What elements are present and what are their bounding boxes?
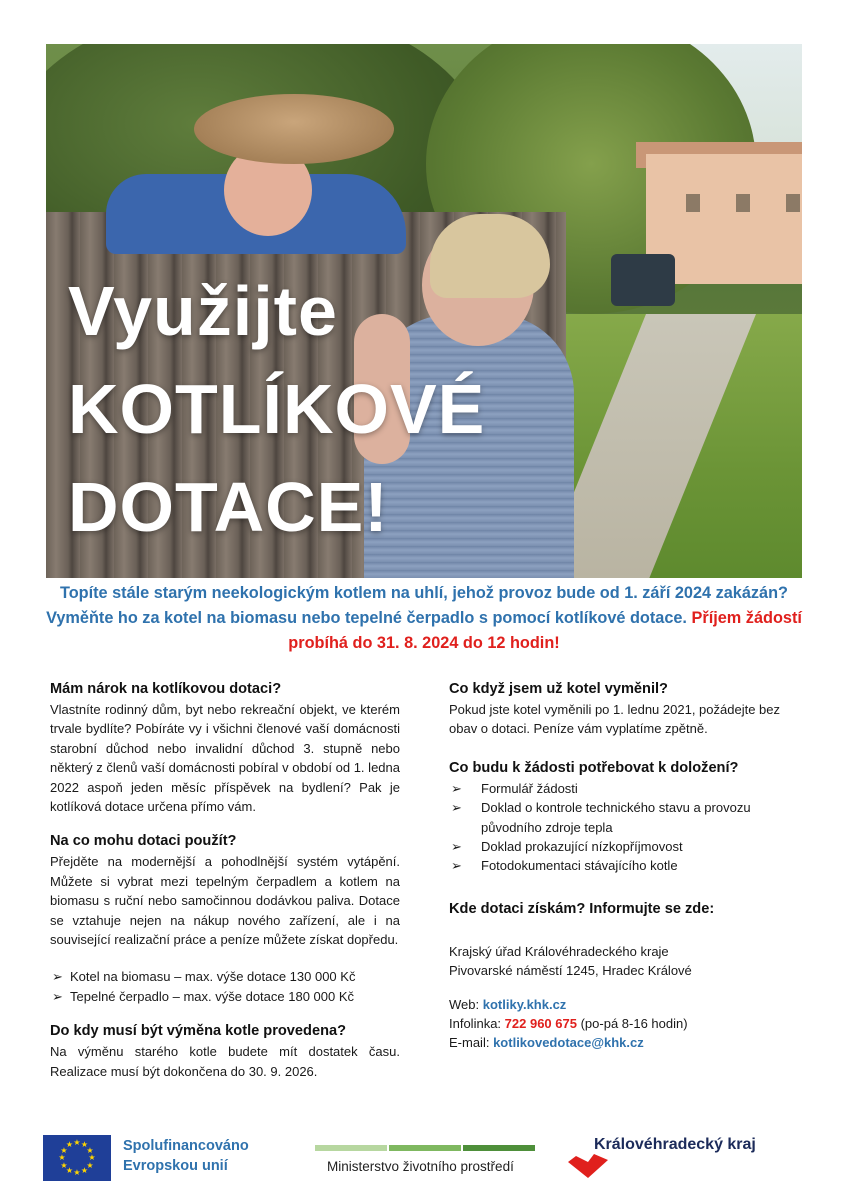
eu-star-icon: ★: [88, 1153, 96, 1162]
list-item-text: Tepelné čerpadlo – max. výše dotace 180 000 Kč: [70, 988, 355, 1004]
list-item: [50, 987, 400, 1006]
eu-star-icon: ★: [80, 1140, 89, 1149]
phone-number[interactable]: 722 960 675: [504, 1016, 577, 1032]
phone-line: [449, 1014, 804, 1033]
eu-text-line: Spolufinancováno: [123, 1138, 249, 1154]
eu-star-icon: ★: [58, 1153, 66, 1162]
list-item-text: Doklad o kontrole technického stavu a provozu původního zdroje tepla: [481, 800, 751, 835]
section-heading: Co budu k žádosti potřebovat k doložení?: [449, 759, 739, 776]
web-link[interactable]: kotliky.khk.cz: [482, 996, 567, 1012]
web-line: [449, 995, 804, 1014]
list-item: [50, 967, 400, 986]
kraj-logo-icon: [568, 1152, 608, 1178]
email-link[interactable]: kotlikovedotace@khk.cz: [493, 1035, 644, 1051]
eu-star-icon: ★: [60, 1160, 68, 1170]
list-item: [449, 779, 804, 798]
photo-house-window: [686, 194, 700, 212]
list-item-text: Formulář žádosti: [481, 780, 578, 796]
phone-hours: (po-pá 8-16 hodin): [580, 1016, 688, 1032]
right-column: [449, 678, 804, 1053]
photo-house-window: [736, 194, 750, 212]
arrowhead-bullet-icon: ➢: [451, 800, 462, 816]
hero-title-line: Využijte: [68, 272, 338, 350]
eu-star-icon: ★: [86, 1145, 94, 1155]
eu-star-icon: ★: [73, 1168, 81, 1177]
region-name: Královéhradecký kraj: [594, 1136, 756, 1153]
section-body: Vlastníte rodinný dům, byt nebo rekreační objekt, ve kterém trvale bydlíte? Pobíráte vy i všichni členové vaší domácnosti starobní důchod nebo invalidní důchod 3. stupně nebo některý z členů vaší domácnosti pobíral v období od 1. ledna 2022 aspoň jeden měsíc příspěvek na bydlení? Pak je kotlíková dotace určena přímo vám.: [50, 702, 400, 815]
section-heading: Kde dotaci získám? Informujte se zde:: [449, 900, 715, 917]
subsidy-limits-list: [50, 967, 400, 1006]
list-item: [449, 798, 804, 837]
arrowhead-bullet-icon: ➢: [451, 780, 462, 796]
list-item: [449, 837, 804, 856]
list-item-text: Doklad prokazující nízkopříjmovost: [481, 839, 683, 855]
phone-label: Infolinka:: [449, 1016, 502, 1032]
web-label: Web:: [449, 996, 480, 1012]
section-body: Pokud jste kotel vyměnili po 1. lednu 2021, požádejte bez obav o dotaci. Peníze vám vyplatíme zpětně.: [449, 702, 780, 737]
hero-title: [68, 262, 485, 556]
hero-title-line: KOTLÍKOVÉ: [68, 370, 486, 448]
eu-star-icon: ★: [73, 1138, 81, 1147]
deadline-text: Příjem žádostí probíhá do 31. 8. 2024 do 12 hodin!: [288, 609, 802, 652]
required-documents-list: [449, 779, 804, 876]
ministry-bar: [463, 1145, 535, 1151]
list-item: [449, 856, 804, 875]
eu-cofinanced-text: [123, 1136, 249, 1176]
list-item-text: Fotodokumentaci stávajícího kotle: [481, 858, 678, 874]
list-item-text: Kotel na biomasu – max. výše dotace 130 000 Kč: [70, 969, 356, 985]
photo-house-window: [786, 194, 800, 212]
eu-flag-icon: [43, 1135, 111, 1181]
intro-paragraph: [46, 581, 802, 656]
ministry-bar: [389, 1145, 461, 1151]
eu-star-icon: ★: [86, 1160, 94, 1170]
ministry-name: Ministerstvo životního prostředí: [327, 1159, 514, 1174]
email-label: E-mail:: [449, 1035, 490, 1051]
section-heading: Mám nárok na kotlíkovou dotaci?: [50, 681, 282, 697]
arrowhead-bullet-icon: ➢: [52, 988, 63, 1004]
intro-text: Topíte stále starým neekologickým kotlem na uhlí, jehož provoz bude od 1. září 2024 zakázán? Vyměňte ho za kotel na biomasu nebo tepelné čerpadlo s pomocí kotlíkové dotace.: [46, 584, 789, 627]
office-name: Krajský úřad Královéhradeckého kraje: [449, 943, 669, 959]
arrowhead-bullet-icon: ➢: [52, 969, 63, 985]
arrowhead-bullet-icon: ➢: [451, 839, 462, 855]
ministry-logo-bars: [315, 1145, 536, 1151]
eu-star-icon: ★: [80, 1165, 89, 1175]
eu-star-icon: ★: [60, 1145, 68, 1155]
section-heading: Na co mohu dotaci použít?: [50, 833, 237, 850]
hero-title-line: DOTACE!: [68, 468, 389, 546]
section-body: Na výměnu starého kotle budete mít dostatek času. Realizace musí být dokončena do 30. 9. 2026.: [50, 1044, 400, 1079]
eu-star-icon: ★: [65, 1140, 74, 1149]
email-line: [449, 1033, 804, 1052]
left-column: [50, 678, 400, 1081]
section-body: Přejděte na modernější a pohodlnější systém vytápění. Můžete si vybrat mezi tepelným čerpadlem a kotlem na biomasu s ruční nebo samočinnou dodávkou paliva. Dotace se vztahuje nejen na nákup nového zařízení, ale i na související realizační práce a peníze můžete získat dopředu.: [50, 854, 400, 948]
eu-text-line: Evropskou unií: [123, 1158, 228, 1174]
arrowhead-bullet-icon: ➢: [451, 858, 462, 874]
section-heading: Co když jsem už kotel vyměnil?: [449, 681, 668, 697]
section-heading: Do kdy musí být výměna kotle provedena?: [50, 1023, 347, 1040]
office-address: Pivovarské náměstí 1245, Hradec Králové: [449, 963, 692, 979]
ministry-bar: [315, 1145, 387, 1151]
photo-straw-hat: [194, 94, 394, 164]
eu-star-icon: ★: [65, 1165, 74, 1175]
photo-tractor: [611, 254, 675, 306]
